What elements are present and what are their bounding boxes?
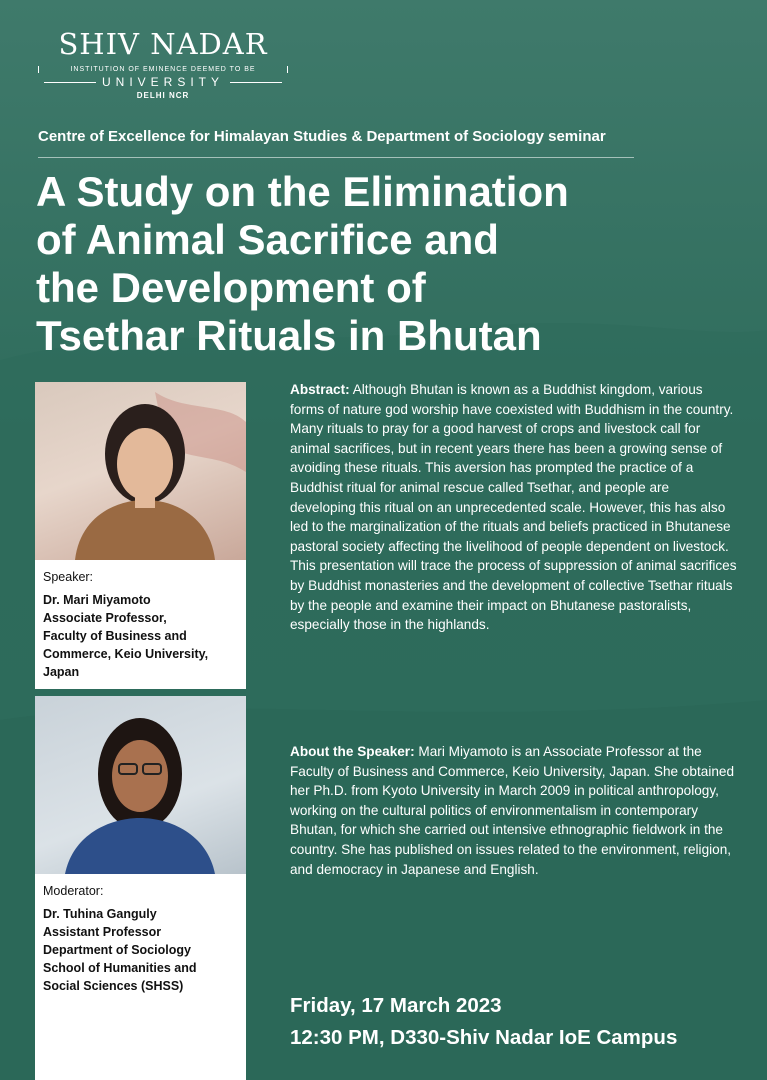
- logo-name: SHIV NADAR: [58, 27, 268, 61]
- moderator-line: Assistant Professor: [43, 925, 162, 939]
- speaker-portrait-icon: [35, 382, 246, 560]
- abstract-paragraph: [290, 380, 738, 635]
- logo-university: UNIVERSITY: [102, 75, 225, 89]
- logo-location: DELHI NCR: [136, 91, 190, 100]
- moderator-line: Department of Sociology: [43, 943, 191, 957]
- moderator-line: Social Sciences (SHSS): [43, 979, 184, 993]
- moderator-card: [35, 696, 246, 1080]
- logo-rule-right: [230, 82, 282, 83]
- about-text: Mari Miyamoto is an Associate Professor at the Faculty of Business and Commerce, Keio University, Japan. She obtained her Ph.D. from Kyoto University in March 2009 in political anthropology, working on the cultural politics of environmentalism in contemporary Bhutan, for which she carried out intensive ethnographic fieldwork in the country. She has published on issues related to the environment, religion, and democracy in Japanese and English.: [290, 744, 735, 877]
- speaker-line: Commerce, Keio University,: [43, 647, 209, 661]
- event-date: Friday, 17 March 2023: [290, 994, 502, 1017]
- moderator-line: Dr. Tuhina Ganguly: [43, 907, 157, 921]
- moderator-line: School of Humanities and: [43, 961, 197, 975]
- moderator-details: [43, 905, 238, 995]
- moderator-photo: [35, 696, 246, 874]
- logo-rule-left: [44, 82, 96, 83]
- divider: [38, 157, 634, 158]
- logo-tagline: INSTITUTION OF EMINENCE DEEMED TO BE: [38, 66, 288, 73]
- title-line: the Development of: [36, 264, 426, 311]
- university-logo: [38, 28, 288, 100]
- title-line: Tsethar Rituals in Bhutan: [36, 312, 542, 359]
- about-speaker-paragraph: [290, 742, 738, 879]
- speaker-photo: [35, 382, 246, 560]
- moderator-role: Moderator:: [43, 884, 104, 898]
- seminar-line: Centre of Excellence for Himalayan Studies & Department of Sociology seminar: [38, 128, 606, 145]
- event-time-venue: 12:30 PM, D330-Shiv Nadar IoE Campus: [290, 1026, 678, 1049]
- speaker-line: Japan: [43, 665, 80, 679]
- title-line: of Animal Sacrifice and: [36, 216, 499, 263]
- speaker-details: [43, 591, 238, 681]
- speaker-caption: [35, 560, 246, 689]
- speaker-line: Faculty of Business and: [43, 629, 187, 643]
- event-details: [290, 990, 677, 1054]
- speaker-card: [35, 382, 246, 689]
- speaker-line: Dr. Mari Miyamoto: [43, 593, 151, 607]
- abstract-label: Abstract:: [290, 382, 350, 397]
- abstract-text: Although Bhutan is known as a Buddhist kingdom, various forms of nature god worship have coexisted with Buddhism in the country. Many rituals to pray for a good harvest of crops and livestock call for animal sacrifices, but in recent years there has been a growing sense of avoiding these rituals. This aversion has prompted the practice of a Buddhist ritual for animal rescue called Tsethar, and people are developing this ritual on an unprecedented scale. However, this has also led to the marginalization of the rituals and beliefs practiced in Bhutanese pastoral society affecting the livelihood of people dependent on livestock. This presentation will trace the process of suppression of animal sacrifices by Buddhist monasteries and the development of collective Tsethar rituals by the people and examine their impact on Bhutanese pastoralists, especially those in the highlands.: [290, 382, 737, 633]
- about-label: About the Speaker:: [290, 744, 415, 759]
- logo-university-row: [38, 75, 288, 89]
- speaker-line: Associate Professor,: [43, 611, 167, 625]
- moderator-portrait-icon: [35, 696, 246, 874]
- moderator-caption: [35, 874, 246, 1001]
- event-title: [36, 168, 736, 360]
- speaker-role: Speaker:: [43, 570, 94, 584]
- title-line: A Study on the Elimination: [36, 168, 569, 215]
